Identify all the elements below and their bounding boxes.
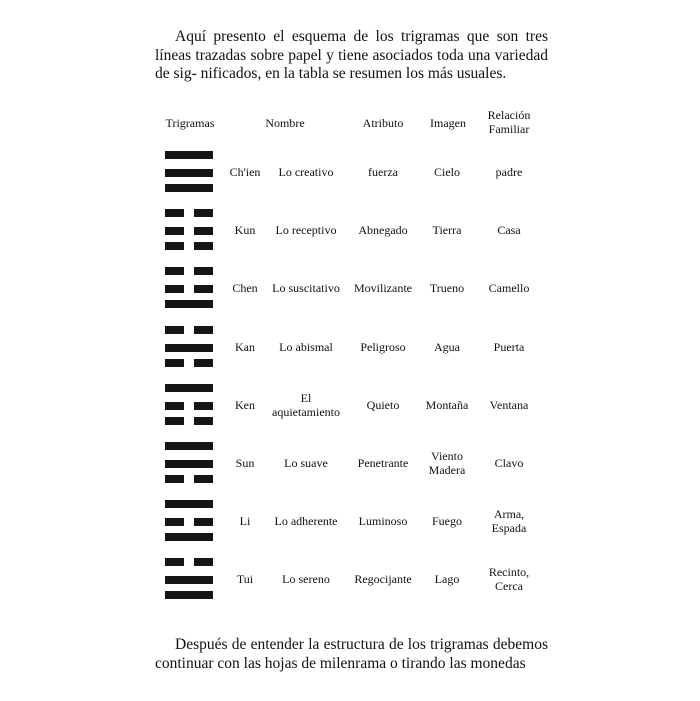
cell-relacion: padre	[495, 165, 523, 179]
cell-relacion: Casa	[497, 223, 521, 238]
cell-relacion: Clavo	[494, 456, 524, 470]
cell-imagen: Viento Madera	[428, 449, 466, 477]
cell-nombre: Lo adherente	[274, 514, 338, 529]
broken-line	[165, 227, 213, 235]
cell-atributo: Peligroso	[360, 339, 406, 354]
solid-line	[165, 442, 213, 450]
broken-line	[165, 242, 213, 250]
broken-line	[165, 326, 213, 334]
cell-trigram-name: Sun	[235, 456, 255, 470]
solid-line	[165, 533, 213, 541]
broken-line	[165, 209, 213, 217]
cell-relacion: Ventana	[489, 397, 529, 412]
solid-line	[165, 151, 213, 159]
cell-relacion: Recinto, Cerca	[488, 565, 530, 594]
cell-trigram-name: Kan	[235, 339, 255, 354]
cell-atributo: Movilizante	[354, 281, 412, 296]
header-imagen: Imagen	[430, 116, 466, 130]
header-relacion-line1: Relación	[487, 108, 531, 122]
cell-atributo: fuerza	[368, 165, 398, 179]
cell-nombre: Lo sereno	[282, 572, 330, 587]
header-relacion-line2: Familiar	[488, 122, 530, 136]
intro-paragraph: Aquí presento el esquema de los trigramas que son tres líneas trazadas sobre papel y tiene asociados toda una variedad de sig- nificados, en la tabla se resumen los más usuales.	[155, 28, 548, 82]
cell-imagen: Lago	[434, 572, 460, 587]
solid-line	[165, 384, 213, 392]
broken-line	[165, 475, 213, 483]
solid-line	[165, 300, 213, 308]
header-relacion	[479, 108, 539, 136]
solid-line	[165, 460, 213, 468]
header-nombre: Nombre	[265, 116, 305, 130]
cell-relacion: Camello	[488, 281, 530, 296]
cell-nombre: Lo receptivo	[275, 223, 337, 238]
cell-trigram-name: Kun	[234, 223, 256, 238]
cell-nombre: El aquietamiento	[272, 390, 340, 419]
solid-line	[165, 591, 213, 599]
cell-trigram-name: Chen	[232, 281, 258, 296]
header-trigramas: Trigramas	[165, 116, 215, 130]
cell-nombre: Lo suscitativo	[272, 281, 340, 296]
cell-trigram-name: Tui	[236, 572, 254, 587]
cell-trigram-name: Li	[239, 514, 251, 529]
cell-imagen: Agua	[434, 339, 460, 354]
cell-imagen: Cielo	[434, 165, 460, 179]
cell-atributo: Abnegado	[358, 223, 408, 238]
broken-line	[165, 402, 213, 410]
broken-line	[165, 417, 213, 425]
solid-line	[165, 344, 213, 352]
cell-imagen: Montaña	[425, 397, 469, 412]
broken-line	[165, 267, 213, 275]
solid-line	[165, 169, 213, 177]
solid-line	[165, 184, 213, 192]
solid-line	[165, 576, 213, 584]
cell-relacion: Arma, Espada	[491, 507, 527, 536]
cell-atributo: Regocijante	[354, 572, 412, 587]
cell-relacion: Puerta	[493, 339, 525, 354]
cell-imagen: Tierra	[432, 223, 462, 238]
cell-atributo: Luminoso	[358, 514, 408, 529]
cell-imagen: Fuego	[432, 514, 462, 529]
cell-imagen: Trueno	[429, 281, 465, 296]
broken-line	[165, 285, 213, 293]
cell-trigram-name: Ken	[235, 397, 255, 412]
cell-nombre: Lo creativo	[278, 165, 334, 179]
cell-atributo: Quieto	[366, 397, 400, 412]
broken-line	[165, 359, 213, 367]
outro-paragraph: Después de entender la estructura de los trigramas debemos continuar con las hojas de milenrama o tirando las monedas	[155, 636, 548, 672]
broken-line	[165, 518, 213, 526]
solid-line	[165, 500, 213, 508]
cell-trigram-name: Ch'ien	[229, 165, 261, 179]
cell-atributo: Penetrante	[357, 456, 409, 470]
header-atributo: Atributo	[362, 116, 404, 130]
cell-nombre: Lo suave	[284, 456, 328, 470]
cell-nombre: Lo abismal	[279, 339, 333, 354]
broken-line	[165, 558, 213, 566]
